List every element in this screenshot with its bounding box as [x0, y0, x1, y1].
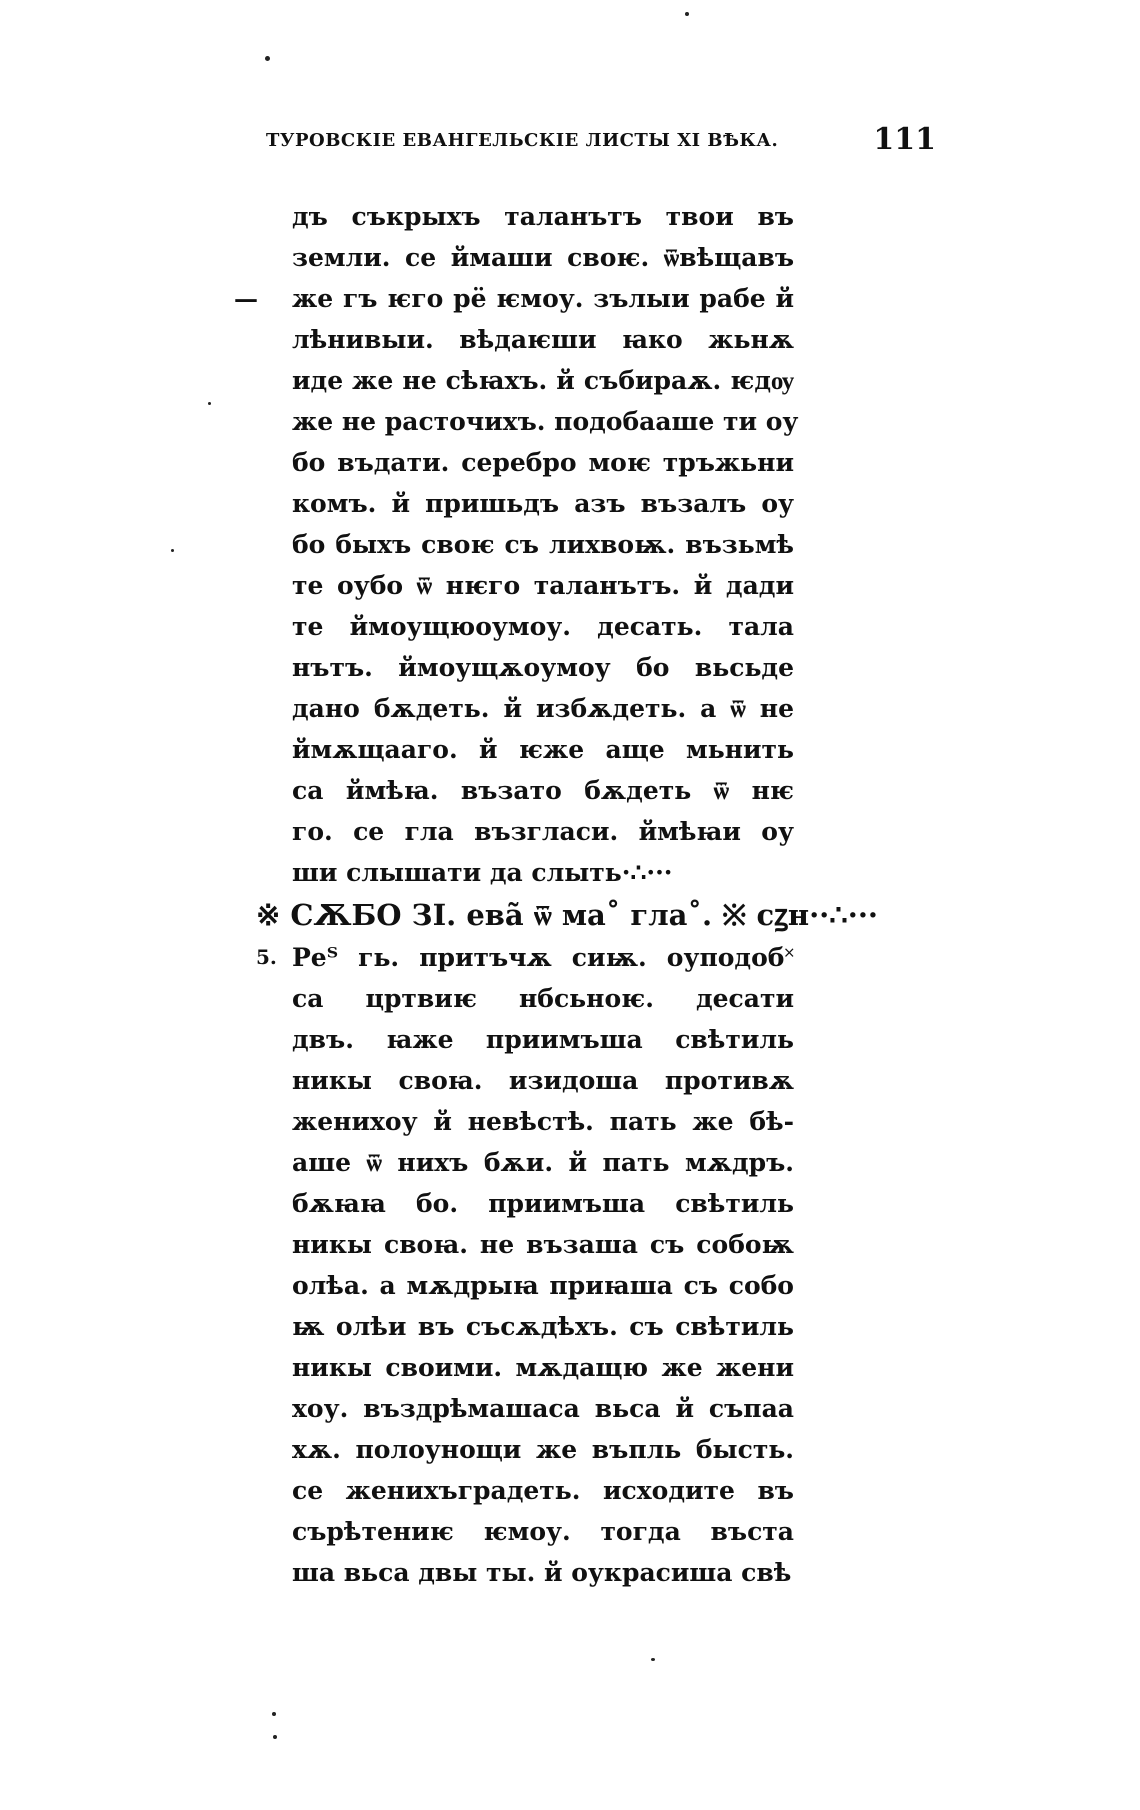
text-line: ша вьса двы ты. й оукрасиша свѣ	[292, 1558, 792, 1587]
text-line: бо быхъ своѥ съ лихвоѭ. възьмѣ	[292, 530, 794, 559]
text-line: ши слышати да слыть·∴···	[292, 858, 673, 887]
text-line: комъ. й пришьдъ азъ възалъ оу	[292, 489, 794, 518]
text-column	[234, 196, 879, 1593]
text-line: никы своими. мѫдащю же жени	[292, 1353, 794, 1382]
text-line: сърѣтениѥ ѥмоу. тогда въста	[292, 1517, 794, 1546]
print-speck	[685, 12, 689, 16]
text-line: са цртвиѥ нбсьноѥ. десати	[292, 984, 794, 1013]
running-title: ТУРОВСКІЕ ЕВАНГЕЛЬСКІЕ ЛИСТЫ XI ВѢКА.	[266, 130, 779, 151]
print-speck	[208, 402, 211, 405]
verse-number: 5.	[256, 945, 277, 969]
text-line: хѫ. полоунощи же въпль бысть.	[292, 1435, 794, 1464]
text-line: иде же не сѣꙗхъ. й събираѫ. ѥдѹ	[292, 366, 794, 395]
text-line: дъ съкрыхъ таланътъ твои въ	[292, 202, 794, 231]
print-speck	[265, 56, 270, 61]
text-line: аше ѿ нихъ бѫи. й пать мѫдръ.	[292, 1148, 794, 1177]
text-block-1	[234, 196, 799, 893]
text-line: бо въдати. серебро моѥ тръжьни	[292, 448, 794, 477]
text-line: лѣнивыи. вѣдаѥши ꙗко жьнѫ	[292, 325, 794, 354]
text-line: двъ. ꙗже приимъша свѣтиль	[292, 1025, 794, 1054]
text-line: бѫꙗꙗ бо. приимъша свѣтиль	[292, 1189, 794, 1218]
text-line: же не расточихъ. подобааше ти оу	[292, 407, 799, 436]
margin-dash: —	[234, 284, 258, 313]
print-speck	[273, 1735, 277, 1739]
text-line: се женихъградеть. исходите въ	[292, 1476, 794, 1505]
text-line: дано бѫдеть. й избѫдеть. а ѿ не	[292, 694, 794, 723]
text-line: ймѫщааго. й ѥже аще мьнить	[292, 735, 794, 764]
text-line: са ймѣꙗ. възато бѫдеть ѿ нѥ	[292, 776, 794, 805]
text-line: же гъ ѥго рё ѥмоу. зълыи рабе й —	[292, 278, 794, 319]
text-line: те ймоущюоумоу. десать. тала	[292, 612, 794, 641]
text-line: го. се гла възгласи. ймѣꙗи оу	[292, 817, 794, 846]
text-line: земли. се ймаши своѥ. ѿвѣщавъ	[292, 243, 794, 272]
text-line: женихоу й невѣстѣ. пать же бѣ-	[292, 1107, 794, 1136]
text-line: Реᵀ гь. притъчѫ сиѭ. оуподоб˟ 5.	[292, 937, 794, 978]
print-speck	[171, 549, 174, 552]
print-speck	[272, 1712, 276, 1716]
text-line: нътъ. ймоущѫоумоу бо вьсьде	[292, 653, 794, 682]
text-block-2	[256, 937, 794, 1593]
text-line: никы своꙗ. не възаша съ собоѭ	[292, 1230, 794, 1259]
text-line: никы своꙗ. изидоша противѫ	[292, 1066, 794, 1095]
text-line: те оубо ѿ нѥго таланътъ. й дади	[292, 571, 794, 600]
text-line: олѣа. а мѫдрыꙗ приꙗша съ собо	[292, 1271, 794, 1300]
print-speck	[651, 1658, 655, 1661]
page-number: 111	[873, 122, 936, 157]
text-line: хоу. въздрѣмашаса вьса й съпаа	[292, 1394, 794, 1423]
text-line: ѭ олѣи въ съсѫдѣхъ. съ свѣтиль	[292, 1312, 794, 1341]
page-header	[266, 122, 936, 162]
section-heading: ※ СѪБО ЗІ. евã ѿ ма˚ гла˚. ※ сꙁн··∴···	[256, 898, 879, 932]
